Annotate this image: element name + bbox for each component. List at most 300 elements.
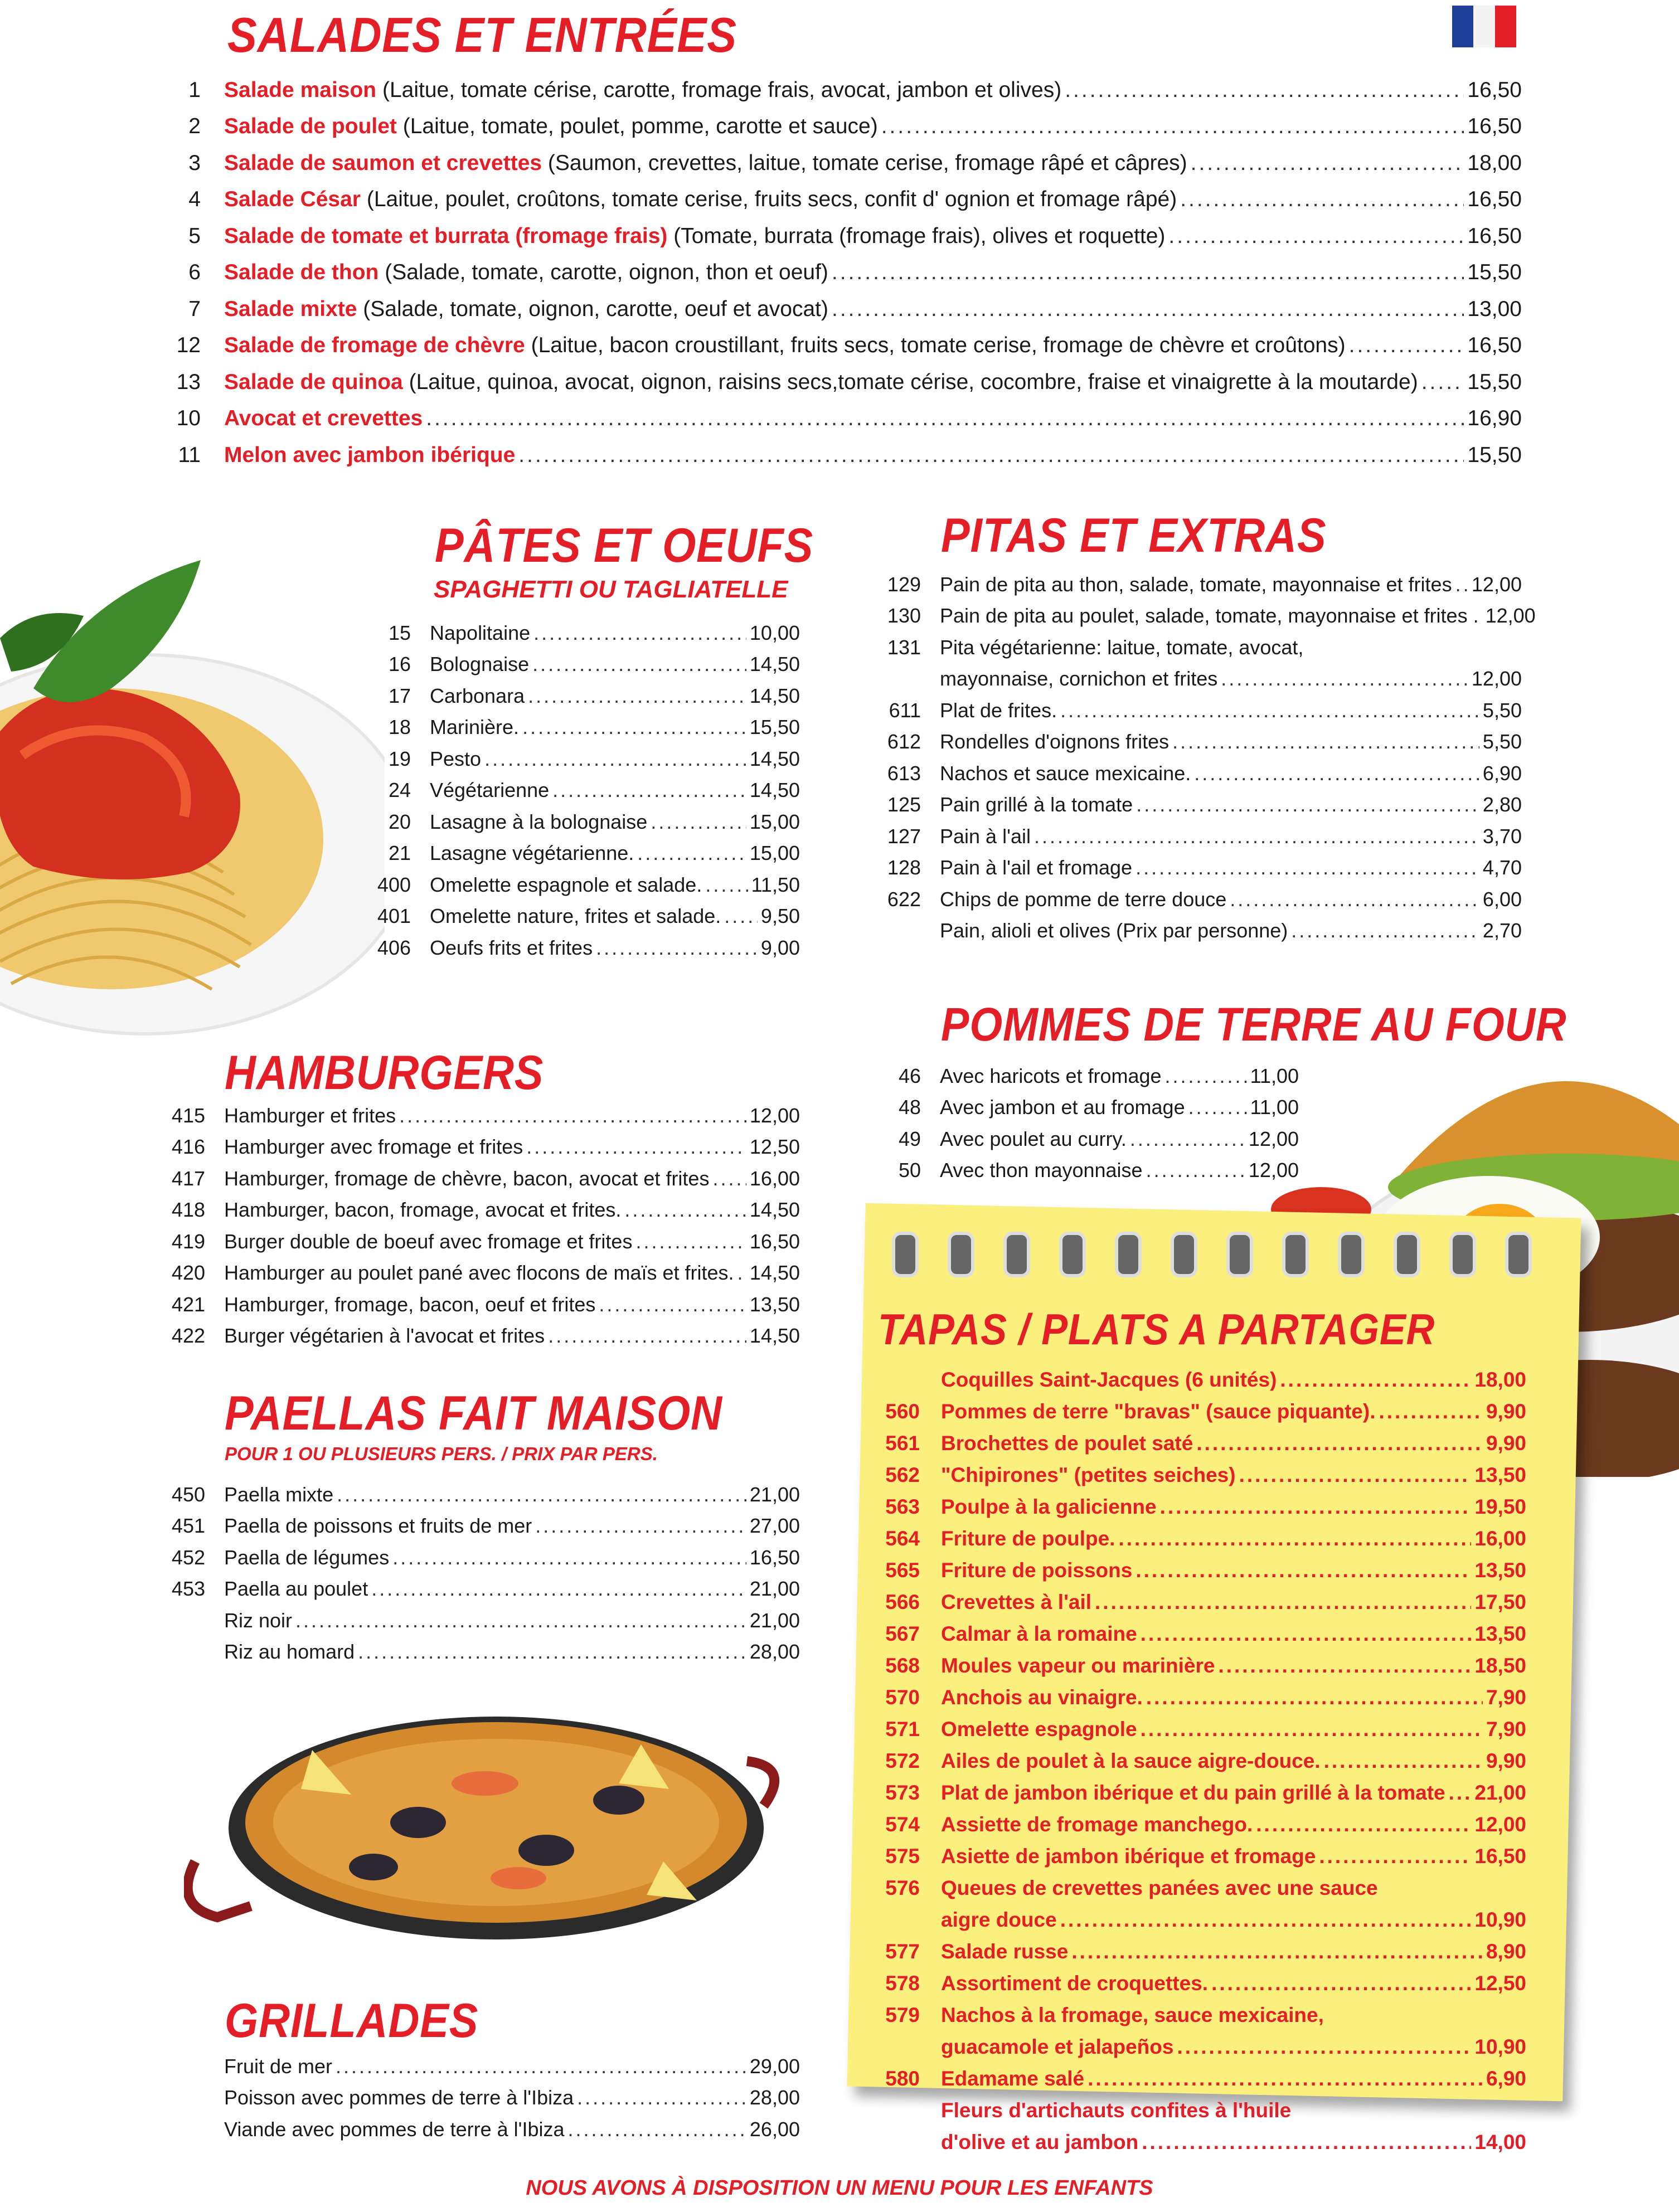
item-price: 14,50 xyxy=(749,747,800,770)
item-number: 125 xyxy=(887,793,921,816)
item-number: 131 xyxy=(887,635,921,659)
item-number: 1 xyxy=(188,77,201,102)
item-number: 421 xyxy=(171,1292,205,1316)
spaghetti-image xyxy=(0,504,385,1039)
menu-item xyxy=(151,1538,800,1569)
dot-leader xyxy=(371,1577,746,1601)
item-number: 573 xyxy=(885,1781,920,1804)
item-name: Salade mixte xyxy=(224,296,357,321)
menu-item xyxy=(870,1614,1526,1646)
item-number: 564 xyxy=(885,1527,920,1550)
item-number: 451 xyxy=(171,1514,205,1537)
menu-item xyxy=(870,1550,1526,1582)
item-name: Pita végétarienne: laitue, tomate, avocat, xyxy=(940,635,1304,659)
menu-item xyxy=(870,1646,1526,1678)
menu-item xyxy=(151,1632,800,1664)
item-number: 24 xyxy=(388,779,411,801)
item-number: 128 xyxy=(887,856,921,879)
item-price: 10,90 xyxy=(1474,2035,1526,2058)
dot-leader xyxy=(522,716,746,739)
item-price: 13,50 xyxy=(1474,1622,1526,1645)
item-number: 13 xyxy=(176,370,201,394)
item-name: Hamburger et frites xyxy=(224,1103,396,1127)
item-price: 6,90 xyxy=(1486,2067,1526,2090)
france-flag-icon xyxy=(1452,6,1516,47)
dot-leader xyxy=(1136,793,1479,816)
item-number: 7 xyxy=(188,296,201,321)
dot-leader xyxy=(1060,1908,1472,1932)
item-price: 7,90 xyxy=(1486,1718,1526,1741)
menu-item xyxy=(167,66,1522,103)
menu-item xyxy=(167,212,1522,249)
item-price: 11,00 xyxy=(1250,1064,1299,1087)
menu-item xyxy=(870,1119,1299,1151)
item-number: 401 xyxy=(377,905,411,927)
dot-leader xyxy=(399,1104,746,1127)
item-price: 14,50 xyxy=(749,653,800,675)
menu-item xyxy=(870,1868,1526,1900)
tapas-list xyxy=(870,1360,1526,2154)
item-name: Edamame salé xyxy=(941,2067,1085,2090)
item-price: 18,50 xyxy=(1474,1654,1526,1677)
item-name: Assiette de fromage manchego. xyxy=(941,1813,1253,1836)
dot-leader xyxy=(1095,1591,1471,1614)
dot-leader xyxy=(1218,1654,1471,1678)
dot-leader xyxy=(1168,224,1464,249)
menu-item xyxy=(870,1678,1526,1709)
dot-leader xyxy=(358,1640,746,1664)
item-name: Avec thon mayonnaise xyxy=(940,1159,1143,1182)
item-name: Paella au poulet xyxy=(224,1577,368,1600)
dot-leader xyxy=(1130,1127,1245,1151)
dot-leader xyxy=(1455,573,1468,596)
menu-item xyxy=(870,1151,1299,1183)
item-name: Salade maison xyxy=(224,77,377,102)
item-name: Plat de jambon ibérique et du pain grillé à la tomate xyxy=(941,1781,1445,1804)
dot-leader xyxy=(1191,151,1464,176)
item-name: Calmar à la romaine xyxy=(941,1622,1137,1645)
item-label xyxy=(224,78,1061,103)
binder-ring xyxy=(1505,1232,1532,1277)
item-name: guacamole et jalapeños xyxy=(941,2035,1174,2058)
item-name: Crevettes à l'ail xyxy=(941,1591,1092,1613)
menu-item xyxy=(870,879,1522,911)
item-name: Salade de thon xyxy=(224,260,379,284)
dot-leader xyxy=(712,1167,746,1190)
item-name: Avec poulet au curry. xyxy=(940,1127,1127,1150)
menu-item xyxy=(371,897,800,928)
menu-item xyxy=(151,1569,800,1601)
item-number: 565 xyxy=(885,1559,920,1582)
menu-item xyxy=(870,816,1522,848)
item-number: 416 xyxy=(171,1135,205,1158)
dot-leader xyxy=(337,1483,746,1506)
menu-item xyxy=(151,1190,800,1222)
tapas-title: TAPAS / PLATS A PARTAGER xyxy=(878,1305,1435,1354)
item-name: aigre douce xyxy=(941,1908,1057,1931)
dot-leader xyxy=(1118,1527,1471,1550)
dot-leader xyxy=(651,810,746,834)
item-name: Friture de poissons xyxy=(941,1559,1133,1582)
dot-leader xyxy=(1141,1622,1472,1646)
item-price: 7,90 xyxy=(1486,1686,1526,1709)
item-price: 21,00 xyxy=(1474,1781,1526,1804)
item-name: Salade russe xyxy=(941,1940,1069,1963)
menu-item xyxy=(151,1316,800,1348)
dot-leader xyxy=(832,297,1464,322)
item-price: 12,00 xyxy=(1248,1159,1299,1182)
item-label xyxy=(224,443,515,468)
dot-leader xyxy=(577,2086,746,2109)
item-number: 571 xyxy=(885,1718,920,1741)
dot-leader xyxy=(1065,78,1464,103)
item-number: 576 xyxy=(885,1876,920,1899)
item-description: (Laitue, tomate cérise, carotte, fromage frais, avocat, jambon et olives) xyxy=(376,77,1062,102)
item-name: Pesto xyxy=(430,747,482,770)
item-price: 11,00 xyxy=(1250,1096,1299,1119)
item-name: Melon avec jambon ibérique xyxy=(224,443,516,467)
item-price: 12,00 xyxy=(1485,604,1536,627)
dot-leader xyxy=(1165,1064,1247,1088)
item-name: Avec haricots et fromage xyxy=(940,1064,1162,1087)
item-number: 419 xyxy=(171,1229,205,1253)
item-name: Burger double de boeuf avec fromage et frites xyxy=(224,1229,633,1253)
item-name: Lasagne à la bolognaise xyxy=(430,810,648,833)
menu-item xyxy=(167,322,1522,358)
item-price: 6,00 xyxy=(1482,887,1522,911)
item-price: 9,50 xyxy=(760,905,800,927)
salades-list xyxy=(167,66,1522,468)
item-number: 19 xyxy=(388,747,411,770)
dot-leader xyxy=(532,653,746,676)
item-number: 20 xyxy=(388,810,411,833)
item-price: 12,00 xyxy=(1471,667,1522,690)
menu-item xyxy=(870,848,1522,880)
menu-item xyxy=(870,1836,1526,1868)
item-number: 4 xyxy=(188,187,201,211)
menu-item xyxy=(870,1709,1526,1741)
menu-item xyxy=(870,1088,1299,1120)
dot-leader xyxy=(1194,762,1479,785)
dot-leader xyxy=(637,842,746,865)
item-number: 580 xyxy=(885,2067,920,2090)
binder-ring xyxy=(1449,1232,1476,1277)
item-label xyxy=(224,114,878,139)
hamburgers-title: HAMBURGERS xyxy=(225,1046,544,1100)
item-number: 611 xyxy=(889,698,921,722)
item-number: 130 xyxy=(887,604,921,627)
item-price: 5,50 xyxy=(1482,698,1522,722)
item-number: 48 xyxy=(898,1096,921,1119)
pates-title: PÂTES ET OEUFS xyxy=(435,519,814,572)
item-name: Pain de pita au thon, salade, tomate, mayonnaise et frites xyxy=(940,572,1452,596)
item-name: Poisson avec pommes de terre à l'Ibiza xyxy=(224,2086,574,2109)
menu-item xyxy=(870,911,1522,943)
item-number: 570 xyxy=(885,1686,920,1709)
menu-item xyxy=(167,139,1522,176)
item-price: 13,00 xyxy=(1467,296,1522,321)
menu-item xyxy=(870,628,1522,659)
item-price: 9,90 xyxy=(1486,1400,1526,1423)
item-number: 572 xyxy=(885,1749,920,1772)
item-number: 415 xyxy=(171,1103,205,1127)
item-price: 12,50 xyxy=(1474,1972,1526,1995)
item-name: Oeufs frits et frites xyxy=(430,936,593,959)
dot-leader xyxy=(1230,888,1479,911)
paella-image xyxy=(184,1683,786,1945)
item-price: 12,00 xyxy=(1471,572,1522,596)
menu-item xyxy=(870,1741,1526,1773)
menu-item xyxy=(167,431,1522,468)
item-price: 12,50 xyxy=(749,1135,800,1158)
menu-item xyxy=(151,1475,800,1506)
item-name: Poulpe à la galicienne xyxy=(941,1495,1157,1518)
menu-item xyxy=(371,802,800,834)
item-description: (Salade, tomate, carotte, oignon, thon et oeuf) xyxy=(378,260,828,284)
paellas-subtitle: POUR 1 OU PLUSIEURS PERS. / PRIX PAR PERS. xyxy=(225,1443,658,1464)
menu-item xyxy=(870,1932,1526,1963)
menu-item xyxy=(870,691,1522,722)
item-price: 17,50 xyxy=(1474,1591,1526,1613)
item-name: Brochettes de poulet saté xyxy=(941,1432,1193,1455)
menu-item xyxy=(167,103,1522,139)
item-name: Fleurs d'artichauts confites à l'huile xyxy=(941,2099,1292,2122)
item-number: 575 xyxy=(885,1845,920,1868)
item-number: 406 xyxy=(377,936,411,959)
item-label xyxy=(224,370,1418,395)
menu-item xyxy=(870,1392,1526,1423)
dot-leader xyxy=(484,747,746,771)
item-number: 6 xyxy=(188,260,201,284)
item-price: 12,00 xyxy=(749,1103,800,1127)
item-price: 16,50 xyxy=(1467,187,1522,211)
menu-item xyxy=(870,596,1536,628)
item-number: 567 xyxy=(885,1622,920,1645)
item-price: 9,00 xyxy=(760,936,800,959)
dot-leader xyxy=(832,260,1464,285)
item-name: Hamburger au poulet pané avec flocons de maïs et frites. xyxy=(224,1261,734,1284)
item-name: Pommes de terre "bravas" (sauce piquante). xyxy=(941,1400,1376,1423)
item-name: Salade César xyxy=(224,187,361,211)
item-name: Asiette de jambon ibérique et fromage xyxy=(941,1845,1316,1868)
binder-ring xyxy=(1282,1232,1309,1277)
item-price: 16,50 xyxy=(1467,333,1522,357)
menu-item xyxy=(870,1773,1526,1805)
menu-item xyxy=(167,395,1522,431)
dot-leader xyxy=(1088,2067,1483,2091)
paellas-title: PAELLAS FAIT MAISON xyxy=(225,1387,722,1440)
pates-list xyxy=(371,613,800,960)
dot-leader xyxy=(1324,1749,1483,1773)
item-name: mayonnaise, cornichon et frites xyxy=(940,667,1218,690)
menu-item xyxy=(371,676,800,708)
salades-title: SALADES ET ENTRÉES xyxy=(227,7,737,62)
menu-item xyxy=(870,1582,1526,1614)
item-number: 574 xyxy=(885,1813,920,1836)
dot-leader xyxy=(1196,1432,1483,1455)
item-price: 16,50 xyxy=(1467,223,1522,248)
menu-item xyxy=(167,285,1522,322)
dot-leader xyxy=(1319,1845,1471,1868)
item-number: 577 xyxy=(885,1940,920,1963)
item-price: 18,00 xyxy=(1467,150,1522,175)
item-price: 2,80 xyxy=(1482,793,1522,816)
dot-leader xyxy=(528,684,746,708)
item-number: 420 xyxy=(171,1261,205,1284)
dot-leader xyxy=(1177,2035,1471,2059)
item-name: Paella de légumes xyxy=(224,1545,390,1569)
item-number: 422 xyxy=(171,1324,205,1347)
item-price: 8,90 xyxy=(1486,1940,1526,1963)
dot-leader xyxy=(1188,1096,1247,1119)
item-price: 10,90 xyxy=(1474,1908,1526,1931)
item-price: 15,00 xyxy=(749,842,800,864)
item-name: Salade de tomate et burrata (fromage frais) xyxy=(224,223,668,248)
item-price: 16,50 xyxy=(1467,77,1522,102)
item-name: Salade de saumon et crevettes xyxy=(224,150,542,175)
item-price: 13,50 xyxy=(749,1292,800,1316)
item-number: 11 xyxy=(178,443,201,467)
item-price: 15,50 xyxy=(1467,260,1522,284)
item-price: 3,70 xyxy=(1482,824,1522,848)
binder-ring xyxy=(1003,1232,1030,1277)
binder-ring xyxy=(1115,1232,1142,1277)
grillades-title: GRILLADES xyxy=(225,1994,479,2048)
item-number: 21 xyxy=(388,842,411,864)
item-price: 15,50 xyxy=(1467,370,1522,394)
item-number: 417 xyxy=(171,1166,205,1190)
item-name: Bolognaise xyxy=(430,653,530,675)
menu-item xyxy=(151,1159,800,1190)
item-name: Viande avec pommes de terre à l'Ibiza xyxy=(224,2117,565,2141)
dot-leader xyxy=(552,779,746,802)
item-price: 18,00 xyxy=(1474,1368,1526,1391)
dot-leader xyxy=(624,1198,746,1222)
menu-item xyxy=(151,2109,800,2141)
item-price: 14,50 xyxy=(749,684,800,707)
item-number: 50 xyxy=(898,1159,921,1182)
item-price: 14,00 xyxy=(1474,2131,1526,2153)
item-number: 15 xyxy=(388,621,411,644)
item-number: 563 xyxy=(885,1495,920,1518)
menu-item xyxy=(371,928,800,960)
item-number: 400 xyxy=(377,873,411,896)
dot-leader xyxy=(392,1546,746,1569)
item-description: (Laitue, poulet, croûtons, tomate cerise, fruits secs, confit d' ognion et fromage râpé) xyxy=(361,187,1177,211)
item-name: Hamburger, fromage de chèvre, bacon, avocat et frites xyxy=(224,1166,710,1190)
dot-leader xyxy=(1146,1686,1483,1709)
item-name: Pain grillé à la tomate xyxy=(940,793,1133,816)
menu-item xyxy=(870,1056,1299,1088)
item-number: 16 xyxy=(388,653,411,675)
item-name: Paella de poissons et fruits de mer xyxy=(224,1514,532,1537)
menu-item xyxy=(870,565,1522,596)
dot-leader xyxy=(1379,1400,1483,1423)
menu-item xyxy=(167,358,1522,395)
dot-leader xyxy=(1146,1159,1245,1182)
item-name: Pain, alioli et olives (Prix par personne) xyxy=(940,919,1288,942)
item-name: Assortiment de croquettes. xyxy=(941,1972,1209,1995)
binder-ring xyxy=(1226,1232,1253,1277)
item-label xyxy=(224,187,1177,212)
item-label xyxy=(224,260,828,285)
menu-item xyxy=(870,2027,1526,2059)
item-name: Chips de pomme de terre douce xyxy=(940,887,1227,911)
binder-ring xyxy=(892,1232,919,1277)
dot-leader xyxy=(1280,1368,1471,1392)
hamburgers-list xyxy=(151,1096,800,1348)
item-price: 16,50 xyxy=(749,1545,800,1569)
item-number: 622 xyxy=(887,887,921,911)
item-number: 2 xyxy=(188,114,201,138)
item-number: 579 xyxy=(885,2004,920,2026)
item-name: Burger végétarien à l'avocat et frites xyxy=(224,1324,545,1347)
item-number: 561 xyxy=(885,1432,920,1455)
menu-item xyxy=(870,722,1522,754)
item-name: Lasagne végétarienne. xyxy=(430,842,634,864)
item-description: (Salade, tomate, oignon, carotte, oeuf et avocat) xyxy=(357,296,828,321)
item-number: 18 xyxy=(388,716,411,738)
menu-item xyxy=(151,1127,800,1159)
item-label xyxy=(224,224,1165,249)
item-number: 127 xyxy=(887,824,921,848)
item-price: 14,50 xyxy=(749,1198,800,1221)
item-price: 14,50 xyxy=(749,1324,800,1347)
item-price: 15,50 xyxy=(1467,443,1522,467)
item-number: 560 xyxy=(885,1400,920,1423)
dot-leader xyxy=(1060,699,1479,722)
item-name: Paella mixte xyxy=(224,1482,334,1506)
item-name: Carbonara xyxy=(430,684,525,707)
pates-subtitle: SPAGHETTI OU TAGLIATELLE xyxy=(434,576,788,603)
dot-leader xyxy=(1256,1813,1471,1836)
item-name: "Chipirones" (petites seiches) xyxy=(941,1464,1236,1486)
dot-leader xyxy=(635,1230,746,1253)
pitas-title: PITAS ET EXTRAS xyxy=(941,509,1327,562)
binder-ring xyxy=(1059,1232,1086,1277)
menu-item xyxy=(151,2046,800,2078)
item-number: 452 xyxy=(171,1545,205,1569)
item-name: Omelette espagnole xyxy=(941,1718,1137,1741)
item-price: 21,00 xyxy=(749,1577,800,1600)
footer-note: NOUS AVONS À DISPOSITION UN MENU POUR LES ENFANTS xyxy=(526,2176,1153,2200)
item-label xyxy=(224,297,828,322)
item-number: 568 xyxy=(885,1654,920,1677)
dot-leader xyxy=(596,936,758,960)
dot-leader xyxy=(1449,1781,1472,1805)
item-number: 49 xyxy=(898,1127,921,1150)
item-price: 27,00 xyxy=(749,1514,800,1537)
item-name: Pain à l'ail et fromage xyxy=(940,856,1133,879)
item-number: 612 xyxy=(887,730,921,753)
item-name: Hamburger, fromage, bacon, oeuf et frites xyxy=(224,1292,596,1316)
item-price: 15,50 xyxy=(749,716,800,738)
dot-leader xyxy=(1071,1940,1483,1963)
item-number: 613 xyxy=(887,761,921,785)
dot-leader xyxy=(548,1324,746,1348)
item-price: 16,50 xyxy=(749,1229,800,1253)
item-price: 2,70 xyxy=(1482,919,1522,942)
dot-leader xyxy=(1142,2131,1471,2154)
item-price: 14,50 xyxy=(749,1261,800,1284)
dot-leader xyxy=(599,1293,746,1316)
item-price: 12,00 xyxy=(1248,1127,1299,1150)
item-price: 9,90 xyxy=(1486,1749,1526,1772)
item-name: Moules vapeur ou marinière xyxy=(941,1654,1215,1677)
item-name: Plat de frites. xyxy=(940,698,1057,722)
paellas-list xyxy=(151,1475,800,1664)
item-price: 13,50 xyxy=(1474,1464,1526,1486)
